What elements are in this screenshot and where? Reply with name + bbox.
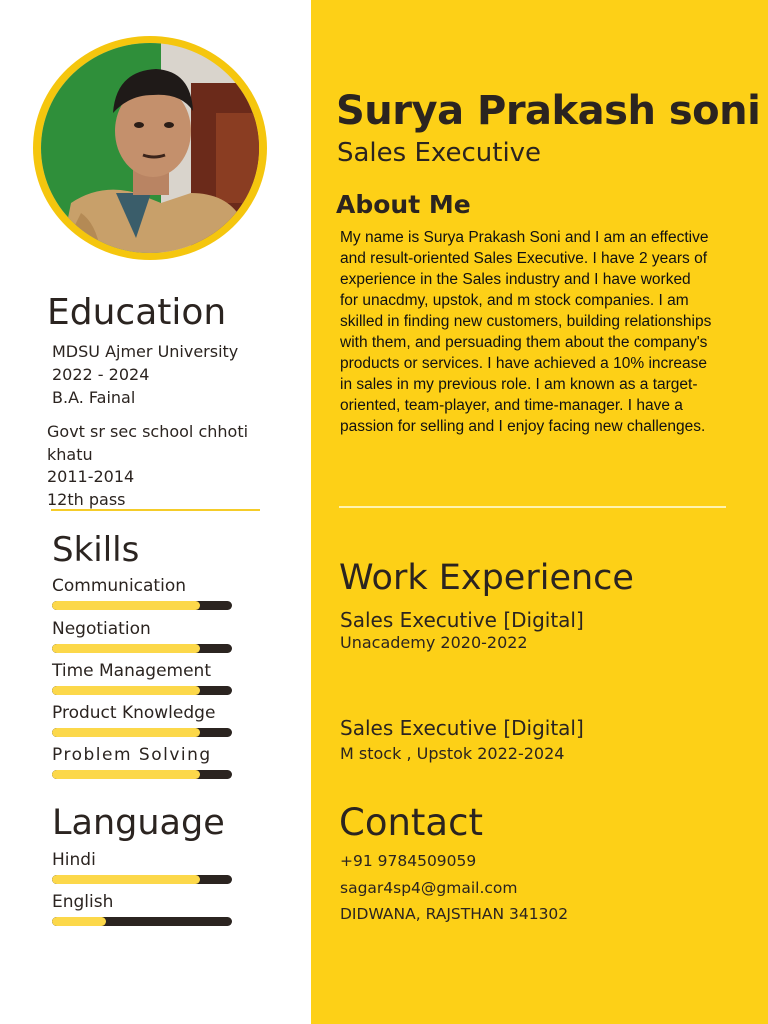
contact-address: DIDWANA, RAJSTHAN 341302: [340, 905, 569, 923]
skill-bar: [52, 770, 232, 779]
language-item: [52, 850, 232, 884]
about-heading: About Me: [336, 190, 471, 219]
person-photo-icon: [41, 43, 259, 253]
job-title: Sales Executive [Digital]: [340, 716, 584, 740]
job-title-header: Sales Executive: [337, 138, 542, 168]
contact-email[interactable]: sagar4sp4@gmail.com: [340, 879, 518, 897]
language-bar: [52, 875, 232, 884]
skill-item: [52, 619, 232, 653]
skill-bar-fill: [52, 601, 200, 610]
language-item: [52, 892, 232, 926]
skill-label: Product Knowledge: [52, 703, 216, 723]
job-company: Unacademy 2020-2022: [340, 633, 528, 652]
skill-label: Communication: [52, 576, 186, 596]
skill-label: Problem Solving: [52, 745, 212, 765]
contact-phone[interactable]: +91 9784509059: [340, 852, 477, 870]
work-experience-heading: Work Experience: [339, 558, 634, 598]
language-bar: [52, 917, 232, 926]
skill-bar: [52, 601, 232, 610]
contact-heading: Contact: [339, 801, 483, 844]
education-institution: MDSU Ajmer University: [52, 342, 239, 361]
education-institution-cont: khatu: [47, 445, 93, 464]
education-heading: Education: [47, 292, 227, 333]
job-company: M stock , Upstok 2022-2024: [340, 744, 565, 763]
education-institution: Govt sr sec school chhoti: [47, 422, 249, 441]
skill-item: [52, 576, 232, 610]
language-heading: Language: [52, 803, 225, 843]
education-degree: B.A. Fainal: [52, 388, 136, 407]
job-title: Sales Executive [Digital]: [340, 608, 584, 632]
skill-label: Negotiation: [52, 619, 151, 639]
skill-bar-fill: [52, 644, 200, 653]
education-years: 2011-2014: [47, 467, 135, 486]
language-bar-fill: [52, 875, 200, 884]
candidate-name: Surya Prakash soni: [336, 88, 761, 134]
profile-photo-ring: [33, 36, 267, 260]
skill-bar: [52, 728, 232, 737]
skill-bar-fill: [52, 770, 200, 779]
language-label: English: [52, 892, 114, 912]
education-years: 2022 - 2024: [52, 365, 150, 384]
about-text: My name is Surya Prakash Soni and I am an effective and result-oriented Sales Executive. I have 2 years of experience in the Sales industry and I have worked for unacdmy, upstok, and m stock companies. I am skilled in finding new customers, building relationships with them, and persuading them about the company's products or services. I have achieved a 10% increase in sales in my previous role. I am known as a target-oriented, team-player, and time-manager. I have a passion for selling and I enjoy facing new challenges.: [340, 229, 712, 435]
education-divider: [51, 509, 260, 511]
skill-bar: [52, 686, 232, 695]
skills-heading: Skills: [52, 530, 140, 570]
skill-item: [52, 745, 232, 779]
skill-label: Time Management: [52, 661, 211, 681]
about-divider: [339, 506, 726, 508]
skill-item: [52, 661, 232, 695]
skill-bar: [52, 644, 232, 653]
language-bar-fill: [52, 917, 106, 926]
skill-bar-fill: [52, 728, 200, 737]
skill-bar-fill: [52, 686, 200, 695]
profile-photo: [41, 43, 259, 253]
language-label: Hindi: [52, 850, 96, 870]
education-degree: 12th pass: [47, 490, 126, 509]
skill-item: [52, 703, 232, 737]
